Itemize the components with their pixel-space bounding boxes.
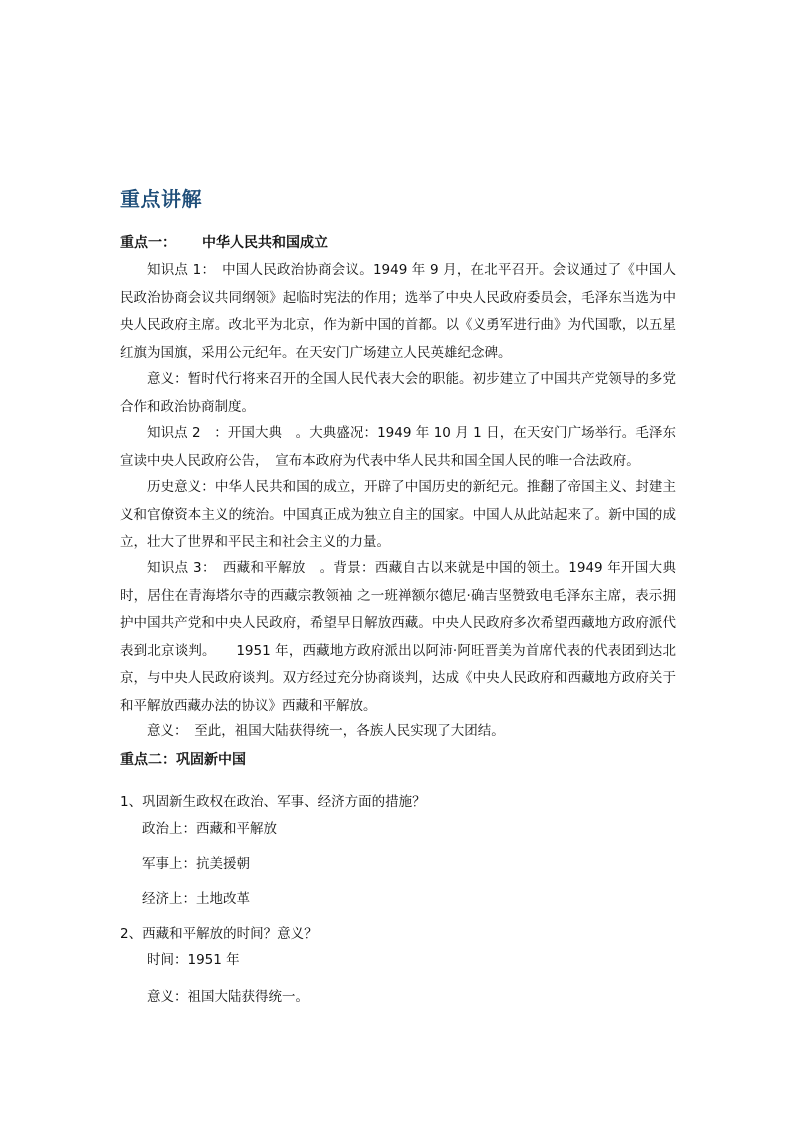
paragraph-text: 意义：暂时代行将来召开的全国人民代表大会的职能。初步建立了中国共产党领导的多党合作和政治协商制度。	[120, 371, 676, 415]
paragraph-text: 历史意义：中华人民共和国的成立，开辟了中国历史的新纪元。推翻了帝国主义、封建主义和官僚资本主义的统治。中国真正成为独立自主的国家。中国人从此站起来了。新中国的成立，壮大了世界和平民主和社会主义的力量。	[120, 479, 676, 550]
significance-3	[120, 718, 676, 746]
paragraph-text: 知识点 2 ：开国大典 。大典盛况：1949 年 10 月 1 日，在天安门广场举行。毛泽东宣读中央人民政府公告， 宣布本政府为代表中华人民共和国全国人民的唯一合法政府。	[120, 425, 676, 469]
knowledge-point-3	[120, 555, 676, 720]
knowledge-point-1	[120, 257, 676, 367]
question-1: 1、巩固新生政权在政治、军事、经济方面的措施？	[120, 794, 426, 810]
paragraph-text: 意义： 至此，祖国大陆获得统一，各族人民实现了大团结。	[147, 723, 505, 739]
knowledge-point-2	[120, 420, 676, 475]
answer-time: 时间：1951 年	[147, 952, 240, 968]
historical-significance	[120, 474, 676, 557]
page-title: 重点讲解	[120, 187, 202, 211]
significance-1	[120, 366, 676, 421]
answer-economic: 经济上：土地改革	[142, 891, 250, 907]
paragraph-text: 知识点 1： 中国人民政治协商会议。1949 年 9 月，在北平召开。会议通过了《中国人民政治协商会议共同纲领》起临时宪法的作用；选举了中央人民政府委员会，毛泽东当选为中央人民政府主席。改北平为北京，作为新中国的首都。以《义勇军进行曲》为代国歌，以五星红旗为国旗，采用公元纪年。在天安门广场建立人民英雄纪念碑。	[120, 262, 676, 361]
answer-significance: 意义：祖国大陆获得统一。	[147, 989, 309, 1005]
paragraph-text: 知识点 3： 西藏和平解放 。背景：西藏自古以来就是中国的领土。1949 年开国大典时，居住在青海塔尔寺的西藏宗教领袖 之一班禅额尔德尼·确吉坚赞致电毛泽东主席，表示拥护中国共产党和中央人民政府，希望早日解放西藏。中央人民政府多次希望西藏地方政府派代表到北京谈判。 1951 年，西藏地方政府派出以阿沛·阿旺晋美为首席代表的代表团到达北京，与中央人民政府谈判。双方经过充分协商谈判，达成《中央人民政府和西藏地方政府关于和平解放西藏办法的协议》西藏和平解放。	[120, 560, 676, 714]
question-2: 2、西藏和平解放的时间？意义？	[120, 926, 318, 942]
answer-political: 政治上：西藏和平解放	[142, 821, 277, 837]
section-one-label: 重点一：	[120, 235, 176, 251]
section-one-heading	[120, 232, 328, 252]
answer-military: 军事上：抗美援朝	[142, 856, 250, 872]
section-two-heading: 重点二：巩固新中国	[120, 752, 246, 768]
section-one-title: 中华人民共和国成立	[202, 235, 328, 251]
